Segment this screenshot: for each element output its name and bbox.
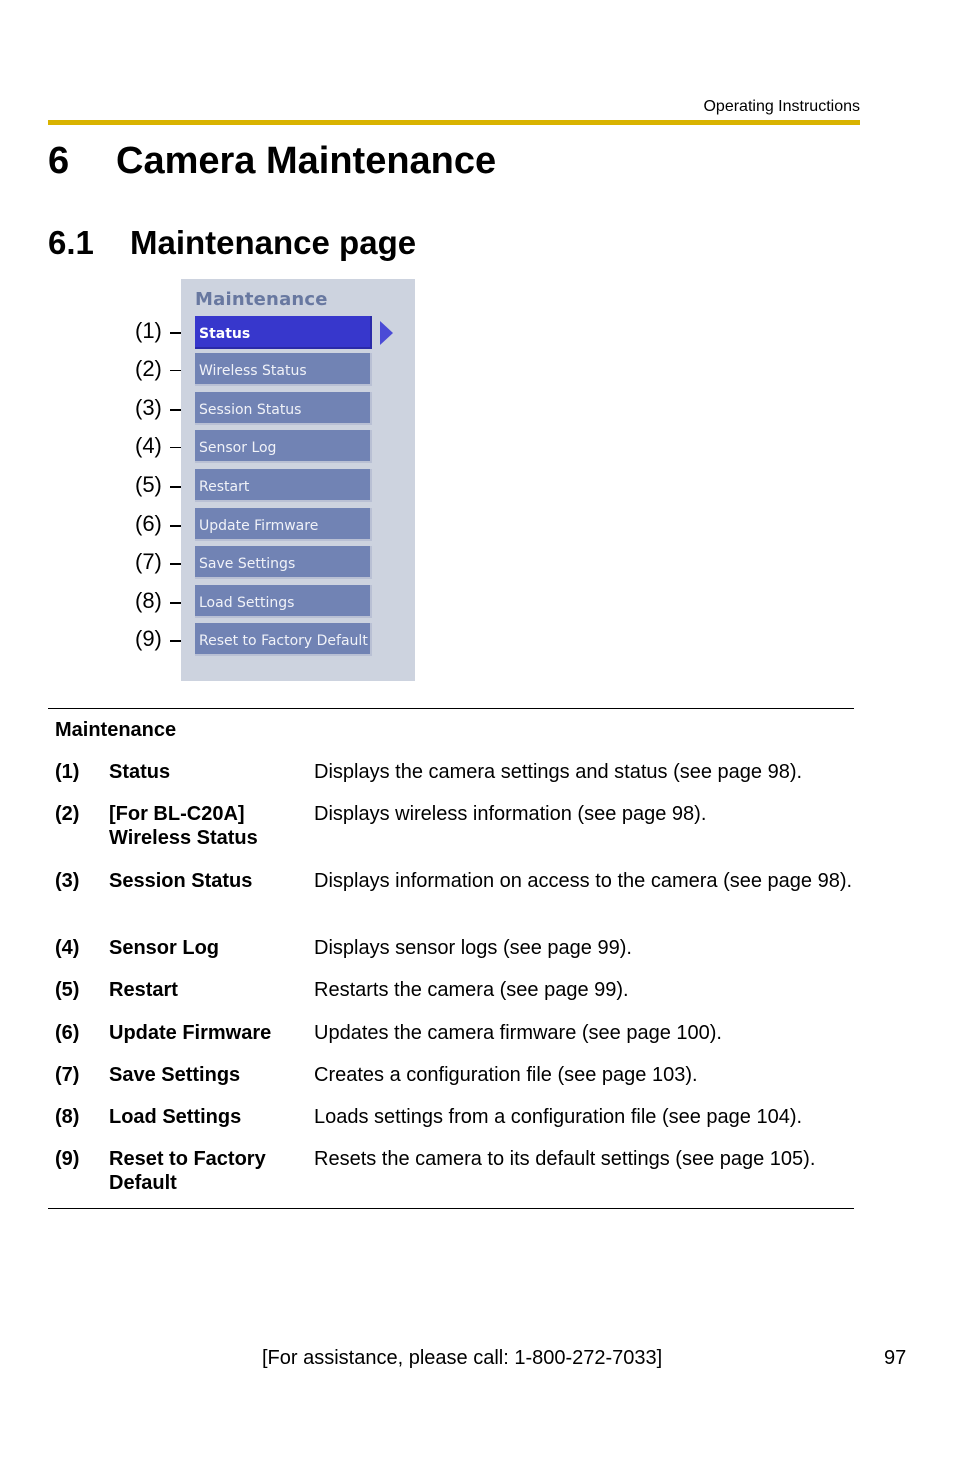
row-term: [For BL-C20A] Wireless Status: [109, 803, 258, 849]
row-index: (9): [55, 1148, 80, 1170]
update-firmware-button[interactable]: Update Firmware: [195, 508, 372, 541]
callout-2: (2): [135, 356, 162, 382]
session-status-button[interactable]: Session Status: [195, 392, 372, 425]
section-title: [48, 224, 416, 262]
row-term: Reset to Factory Default: [109, 1148, 266, 1194]
row-index: (8): [55, 1106, 80, 1128]
callout-7: (7): [135, 549, 162, 575]
chapter-number: 6: [48, 140, 70, 182]
save-settings-button[interactable]: Save Settings: [195, 546, 372, 579]
restart-button[interactable]: Restart: [195, 469, 372, 502]
row-index: (6): [55, 1022, 80, 1044]
row-index: (3): [55, 870, 80, 892]
status-button[interactable]: Status: [195, 316, 372, 349]
row-term: Session Status: [109, 870, 253, 892]
row-index: (1): [55, 761, 80, 783]
row-index: (4): [55, 937, 80, 959]
row-index: (2): [55, 803, 80, 825]
maintenance-panel: [181, 279, 415, 681]
load-settings-button[interactable]: Load Settings: [195, 585, 372, 618]
callout-6: (6): [135, 511, 162, 537]
table-heading: Maintenance: [55, 719, 177, 741]
row-term: Restart: [109, 979, 178, 1001]
section-number: 6.1: [48, 224, 94, 261]
header-label: Operating Instructions: [703, 98, 860, 115]
row-desc: Updates the camera firmware (see page 100).: [314, 1022, 722, 1044]
row-desc: Displays information on access to the camera (see page 98).: [314, 870, 853, 892]
callout-5: (5): [135, 472, 162, 498]
row-term: Save Settings: [109, 1064, 241, 1086]
row-term: Sensor Log: [109, 937, 220, 959]
sensor-log-button[interactable]: Sensor Log: [195, 430, 372, 463]
reset-factory-default-button[interactable]: Reset to Factory Default: [195, 623, 372, 656]
wireless-status-button[interactable]: Wireless Status: [195, 353, 372, 386]
row-term: Update Firmware: [109, 1022, 272, 1044]
chapter-title: [48, 140, 496, 183]
callout-9: (9): [135, 626, 162, 652]
callout-4: (4): [135, 433, 162, 459]
row-desc: Displays the camera settings and status (see page 98).: [314, 761, 803, 783]
callout-8: (8): [135, 588, 162, 614]
section-title-text: Maintenance page: [130, 224, 417, 261]
row-desc: Displays sensor logs (see page 99).: [314, 937, 632, 959]
callout-1: (1): [135, 318, 162, 344]
panel-title: Maintenance: [195, 289, 328, 310]
row-index: (5): [55, 979, 80, 1001]
row-desc: Displays wireless information (see page 98).: [314, 803, 707, 825]
row-term: Load Settings: [109, 1106, 242, 1128]
row-desc: Loads settings from a configuration file (see page 104).: [314, 1106, 803, 1128]
assistance-text: [For assistance, please call: 1-800-272-7033]: [262, 1347, 663, 1369]
row-desc: Resets the camera to its default settings (see page 105).: [314, 1148, 816, 1170]
arrow-right-icon: [380, 321, 393, 345]
maintenance-table: [48, 708, 854, 1209]
callout-3: (3): [135, 395, 162, 421]
row-term: Status: [109, 761, 171, 783]
page-number: 97: [884, 1347, 907, 1369]
row-desc: Restarts the camera (see page 99).: [314, 979, 629, 1001]
row-desc: Creates a configuration file (see page 103).: [314, 1064, 698, 1086]
row-index: (7): [55, 1064, 80, 1086]
header-rule: [48, 120, 860, 125]
chapter-title-text: Camera Maintenance: [116, 140, 497, 182]
